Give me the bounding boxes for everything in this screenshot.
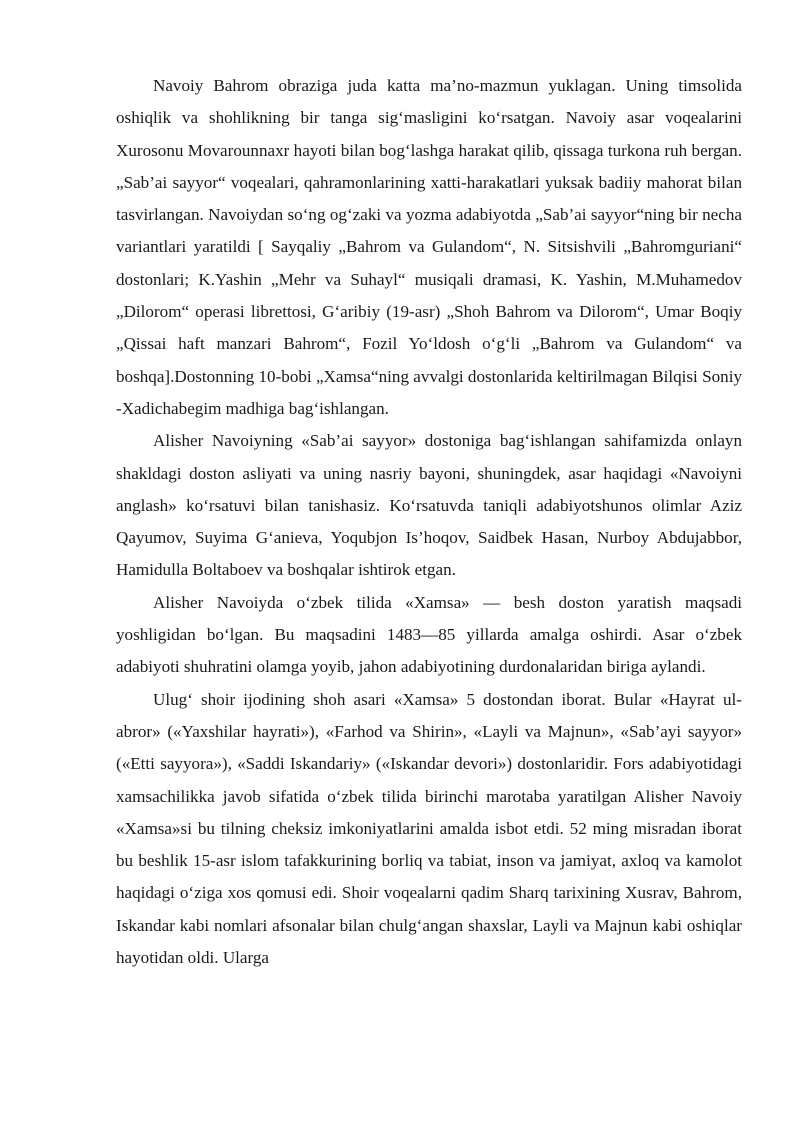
- paragraph-xamsa-contents: Ulug‘ shoir ijodining shoh asari «Xamsa» 5 dostondan iborat. Bular «Hayrat ul-abror» («Yaxshilar hayrati»), «Farhod va Shirin», «Layli va Majnun», «Sab’ayi sayyor» («Etti sayyora»), «Saddi Iskandariy» («Iskandar devori») dostonlaridir. Fors adabiyotidagi xamsachilikka javob sifatida o‘zbek tilida birinchi marotaba yaratilgan Alisher Navoiy «Xamsa»si bu tilning cheksiz imkoniyatlarini amalda isbot etdi. 52 ming misradan iborat bu beshlik 15-asr islom tafakkurining borliq va tabiat, inson va jamiyat, axloq va kamolot haqidagi o‘ziga xos qomusi edi. Shoir voqealarni qadim Sharq tarixining Xusrav, Bahrom, Iskandar kabi nomlari afsonalar bilan chulg‘angan shaxslar, Layli va Majnun kabi oshiqlar hayotidan oldi. Ularga: [116, 689, 742, 968]
- paragraph-bahrom-image: Navoiy Bahrom obraziga juda katta ma’no-mazmun yuklagan. Uning timsolida oshiqlik va shohlikning bir tanga sig‘masligini ko‘rsatgan. Navoiy asar voqealarini Xurosonu Movarounnaxr hayoti bilan bog‘lashga harakat qilib, qissaga turkona ruh bergan. „Sab’ai sayyor“ voqealari, qahramonlarining xatti-harakatlari yuksak badiiy mahorat bilan tasvirlangan. Navoiydan so‘ng og‘zaki va yozma adabiyotda „Sab’ai sayyor“ning bir necha variantlari yaratildi [ Sayqaliy „Bahrom va Gulandom“, N. Sitsishvili „Bahromguriani“ dostonlari; K.Yashin „Mehr va Suhayl“ musiqali dramasi, K. Yashin, M.Muhamedov „Dilorom“ operasi librettosi, G‘aribiy (19-asr) „Shoh Bahrom va Dilorom“, Umar Boqiy „Qissai haft manzari Bahrom“, Fozil Yo‘ldosh o‘g‘li „Bahrom va Gulandom“ va boshqa].Dostonning 10-bobi „Xamsa“ning avvalgi dostonlarida keltirilmagan Bilqisi Soniy -Xadichabegim madhiga bag‘ishlangan.: [116, 76, 742, 418]
- paragraph-sabai-sayyor-page: Alisher Navoiyning «Sab’ai sayyor» dostoniga bag‘ishlangan sahifamizda onlayn shakldagi doston asliyati va uning nasriy bayoni, shuningdek, asar haqidagi «Navoiyni anglash» ko‘rsatuvi bilan tanishasiz. Ko‘rsatuvda taniqli adabiyotshunos olimlar Aziz Qayumov, Suyima G‘anieva, Yoqubjon Is’hoqov, Saidbek Hasan, Nurboy Abdujabbor, Hamidulla Boltaboev va boshqalar ishtirok etgan.: [116, 431, 742, 580]
- paragraph-xamsa-goal: Alisher Navoiyda o‘zbek tilida «Xamsa» — besh doston yaratish maqsadi yoshligidan bo‘lgan. Bu maqsadini 1483—85 yillarda amalga oshirdi. Asar o‘zbek adabiyoti shuhratini olamga yoyib, jahon adabiyotining durdonalaridan biriga aylandi.: [116, 592, 742, 677]
